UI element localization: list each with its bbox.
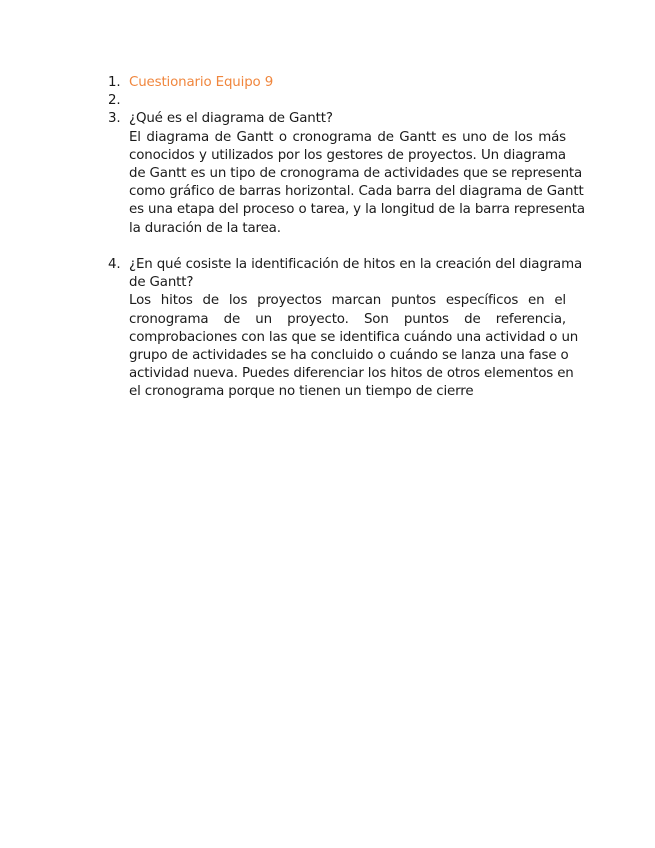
answer-line: El diagrama de Gantt o cronograma de Gantt es uno de los más xyxy=(129,129,566,145)
list-item-content xyxy=(129,256,583,402)
list-item-4 xyxy=(108,256,583,402)
document-title: Cuestionario Equipo 9 xyxy=(129,75,274,90)
question-line: ¿En qué cosiste la identificación de hitos en la creación del diagrama xyxy=(129,257,583,273)
question-text: ¿Qué es el diagrama de Gantt? xyxy=(129,111,333,127)
list-item-content xyxy=(129,74,566,92)
list-item-content xyxy=(129,92,566,110)
answer-line: cronograma de un proyecto. Son puntos de referencia, xyxy=(129,311,566,327)
numbered-list xyxy=(108,74,585,402)
answer-line: actividad nueva. Puedes diferenciar los hitos de otros elementos en xyxy=(129,366,574,382)
answer-line: la duración de la tarea. xyxy=(129,220,281,236)
answer-line: es una etapa del proceso o tarea, y la longitud de la barra representa xyxy=(129,202,585,218)
empty-line xyxy=(129,92,566,110)
list-item-1 xyxy=(108,74,566,92)
list-number: 4. xyxy=(108,257,121,273)
list-number: 2. xyxy=(108,93,121,109)
list-item-content xyxy=(129,110,585,237)
question-line: de Gantt? xyxy=(129,275,194,291)
paragraph-gap xyxy=(108,238,566,256)
list-number: 3. xyxy=(108,111,121,127)
answer-line: como gráfico de barras horizontal. Cada barra del diagrama de Gantt xyxy=(129,184,584,200)
list-item-3 xyxy=(108,110,585,237)
list-item-2 xyxy=(108,92,566,110)
answer-line: de Gantt es un tipo de cronograma de actividades que se representa xyxy=(129,166,583,182)
list-number: 1. xyxy=(108,75,121,90)
answer-line: comprobaciones con las que se identifica cuándo una actividad o un xyxy=(129,329,579,345)
answer-line: grupo de actividades se ha concluido o cuándo se lanza una fase o xyxy=(129,348,569,364)
answer-line: el cronograma porque no tienen un tiempo de cierre xyxy=(129,384,474,400)
answer-line: Los hitos de los proyectos marcan puntos específicos en el xyxy=(129,293,566,309)
answer-line: conocidos y utilizados por los gestores de proyectos. Un diagrama xyxy=(129,147,566,163)
